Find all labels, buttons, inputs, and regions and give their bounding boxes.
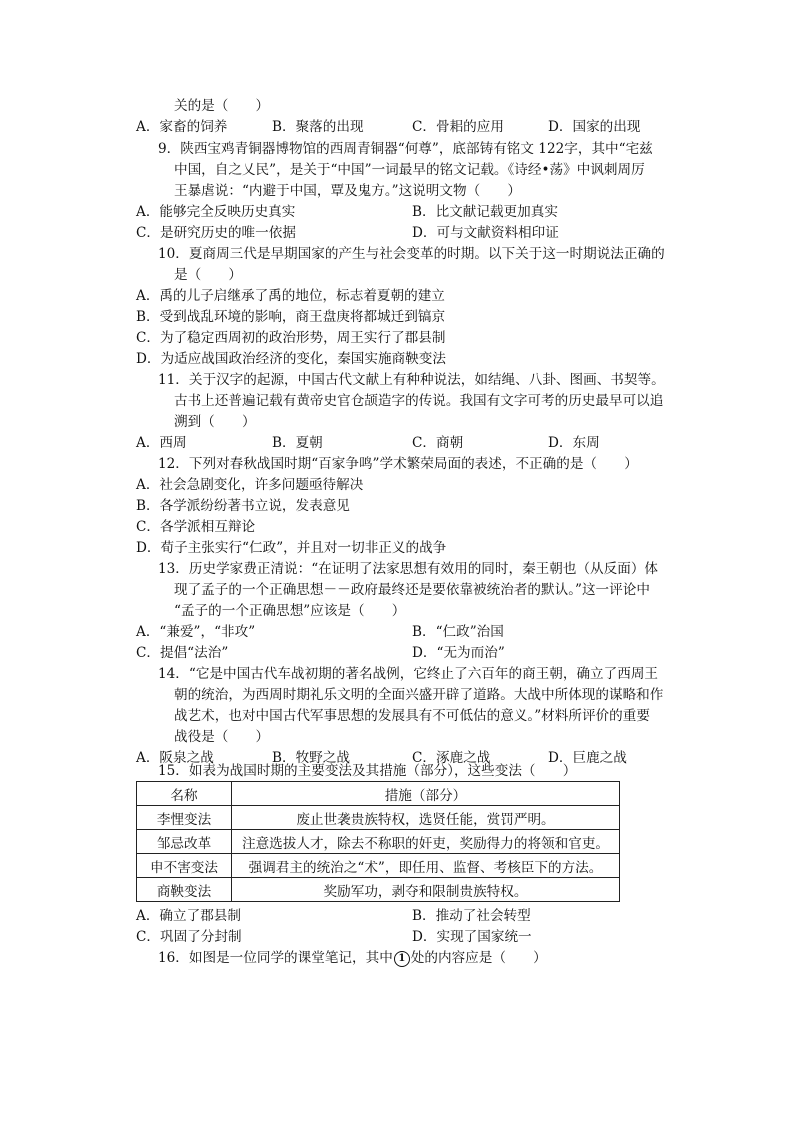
q12-option-c: C．各学派相互辩论 xyxy=(136,519,256,535)
q15-option-b: B．推动了社会转型 xyxy=(412,908,531,924)
q8-stem-end: 关的是（ ） xyxy=(174,98,270,114)
q13-stem-line3: “孟子的一个正确思想”应该是（ ） xyxy=(174,603,406,619)
q13-option-d: D．“无为而治” xyxy=(412,645,505,661)
q13-stem-line1: 13．历史学家费正清说：“在证明了法家思想有效用的同时，秦王朝也（从反面）体 xyxy=(158,561,659,577)
q14-option-d: D．巨鹿之战 xyxy=(548,750,627,766)
q14-option-c: C．涿鹿之战 xyxy=(412,750,491,766)
table-row xyxy=(137,878,620,902)
q14-option-a: A．阪泉之战 xyxy=(136,750,214,766)
q8-option-c: C．骨耜的应用 xyxy=(412,119,504,135)
q15-option-a: A．确立了郡县制 xyxy=(136,908,241,924)
q14-stem-line3: 战艺术，也对中国古代军事思想的发展具有不可低估的意义。”材料所评价的重要 xyxy=(174,708,650,724)
q11-stem-line2: 古书上还普遍记载有黄帝史官仓颉造字的传说。我国有文字可考的历史最早可以追 xyxy=(174,393,664,409)
q9-stem-line3: 王暴虐说：“内避于中国，覃及鬼方。”这说明文物（ ） xyxy=(174,183,521,199)
q11-option-d: D．东周 xyxy=(548,435,600,451)
q10-option-c: C．为了稳定西周初的政治形势，周王实行了郡县制 xyxy=(136,330,446,346)
q13-option-c: C．提倡“法治” xyxy=(136,645,229,661)
q11-option-c: C．商朝 xyxy=(412,435,464,451)
q15-option-c: C．巩固了分封制 xyxy=(136,929,242,945)
q10-option-d: D．为适应战国政治经济的变化，秦国实施商鞅变法 xyxy=(136,351,446,367)
table-cell-measure: 奖励军功，剥夺和限制贵族特权。 xyxy=(232,878,620,902)
q8-option-b: B．聚落的出现 xyxy=(272,119,364,135)
q9-option-c: C．是研究历史的唯一依据 xyxy=(136,225,296,241)
table-cell-name: 申不害变法 xyxy=(137,854,232,878)
table-header-name: 名称 xyxy=(137,782,232,806)
q9-option-a: A．能够完全反映历史真实 xyxy=(136,204,296,220)
circled-number-one: 1 xyxy=(394,951,410,967)
q12-option-a: A．社会急剧变化，许多问题亟待解决 xyxy=(136,477,364,493)
q10-stem-line1: 10．夏商周三代是早期国家的产生与社会变革的时期。以下关于这一时期说法正确的 xyxy=(158,246,665,262)
q13-option-a: A．“兼爱”，“非攻” xyxy=(136,624,256,640)
q9-stem-line2: 中国，自之乂民”，是关于“中国”一词最早的铭文记载。《诗经•荡》中讽刺周厉 xyxy=(174,162,645,178)
q13-option-b: B．“仁政”治国 xyxy=(412,624,504,640)
q11-option-b: B．夏朝 xyxy=(272,435,323,451)
q11-stem-line1: 11．关于汉字的起源，中国古代文献上有种种说法，如结绳、八卦、图画、书契等。 xyxy=(158,372,665,388)
q12-option-d: D．荀子主张实行“仁政”，并且对一切非正义的战争 xyxy=(136,540,447,556)
table-header-row xyxy=(137,782,620,806)
q9-option-d: D．可与文献资料相印证 xyxy=(412,225,559,241)
table-row xyxy=(137,806,620,830)
reform-measures-table xyxy=(136,781,620,902)
q8-option-a: A．家畜的饲养 xyxy=(136,119,228,135)
table-cell-measure: 注意选拔人才，除去不称职的奸吏，奖励得力的将领和官吏。 xyxy=(232,830,620,854)
q16-stem xyxy=(158,948,547,968)
q12-option-b: B．各学派纷纷著书立说，发表意见 xyxy=(136,498,350,514)
table-cell-measure: 强调君主的统治之“术”，即任用、监督、考核臣下的方法。 xyxy=(232,854,620,878)
q16-stem-before: 16．如图是一位同学的课堂笔记，其中 xyxy=(158,950,393,966)
table-cell-name: 李悝变法 xyxy=(137,806,232,830)
table-cell-measure: 废止世袭贵族特权，选贤任能，赏罚严明。 xyxy=(232,806,620,830)
q14-stem-line4: 战役是（ ） xyxy=(174,729,270,745)
table-row xyxy=(137,830,620,854)
q10-option-b: B．受到战乱环境的影响，商王盘庚将都城迁到镐京 xyxy=(136,309,446,325)
table-row xyxy=(137,854,620,878)
q9-option-b: B．比文献记载更加真实 xyxy=(412,204,558,220)
q16-stem-after: 处的内容应是（ ） xyxy=(410,950,547,966)
q10-stem-line2: 是（ ） xyxy=(174,267,242,283)
q14-option-b: B．牧野之战 xyxy=(272,750,350,766)
q14-stem-line1: 14．“它是中国古代车战初期的著名战例，它终止了六百年的商王朝，确立了西周王 xyxy=(158,666,659,682)
table-cell-name: 商鞅变法 xyxy=(137,878,232,902)
q10-option-a: A．禹的儿子启继承了禹的地位，标志着夏朝的建立 xyxy=(136,288,445,304)
q8-option-d: D．国家的出现 xyxy=(548,119,641,135)
table-cell-name: 邹忌改革 xyxy=(137,830,232,854)
q15-option-d: D．实现了国家统一 xyxy=(412,929,532,945)
q9-stem-line1: 9．陕西宝鸡青铜器博物馆的西周青铜器“何尊”，底部铸有铭文 122字，其中“宅兹 xyxy=(158,141,653,157)
q12-stem: 12．下列对春秋战国时期“百家争鸣”学术繁荣局面的表述，不正确的是（ ） xyxy=(158,456,638,472)
q14-stem-line2: 朝的统治，为西周时期礼乐文明的全面兴盛开辟了道路。大战中所体现的谋略和作 xyxy=(174,687,664,703)
table-header-measures: 措施（部分） xyxy=(232,782,620,806)
q11-stem-line3: 溯到（ ） xyxy=(174,414,256,430)
q13-stem-line2: 现了孟子的一个正确思想－－政府最终还是要依靠被统治者的默认。”这一评论中 xyxy=(174,582,650,598)
q11-option-a: A．西周 xyxy=(136,435,187,451)
q15-stem: 15．如表为战国时期的主要变法及其措施（部分），这些变法（ ） xyxy=(158,763,577,779)
